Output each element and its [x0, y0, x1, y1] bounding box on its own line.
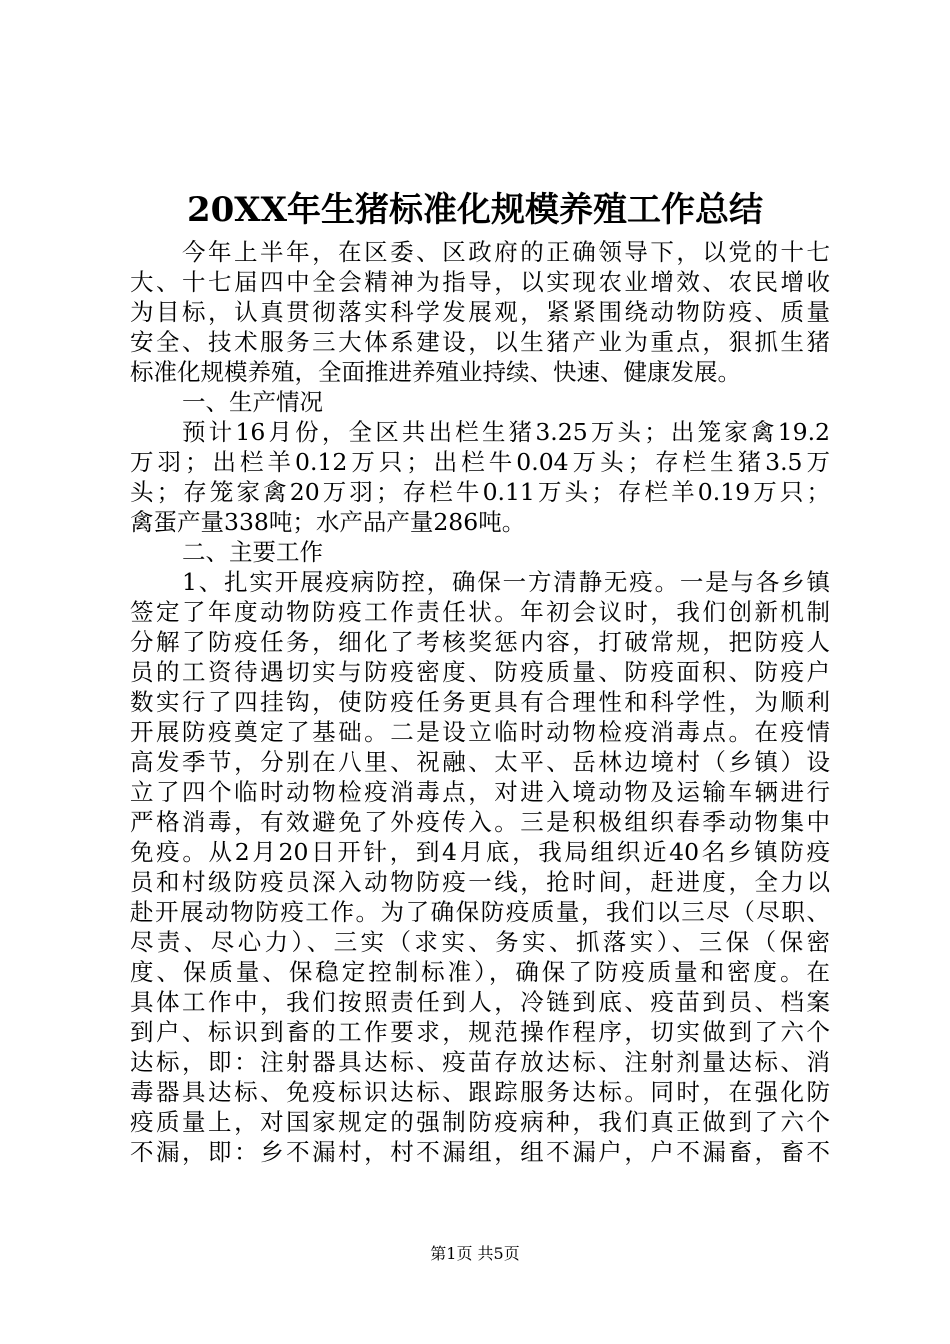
paragraph-line: 开展防疫奠定了基础。二是设立临时动物检疫消毒点。在疫情 [130, 718, 830, 746]
paragraph-line: 员的工资待遇切实与防疫密度、防疫质量、防疫面积、防疫户 [130, 658, 830, 686]
document-title: 20XX年生猪标准化规模养殖工作总结 [186, 190, 764, 230]
paragraph-line: 标准化规模养殖，全面推进养殖业持续、快速、健康发展。 [130, 358, 741, 386]
paragraph-line: 立了四个临时动物检疫消毒点，对进入境动物及运输车辆进行 [130, 778, 830, 806]
paragraph-line: 万羽；出栏羊0.12万只；出栏牛0.04万头；存栏生猪3.5万 [130, 448, 830, 476]
paragraph-line: 高发季节，分别在八里、祝融、太平、岳林边境村（乡镇）设 [130, 748, 830, 776]
paragraph-line: 大、十七届四中全会精神为指导，以实现农业增效、农民增收 [130, 268, 830, 296]
paragraph-line: 度、保质量、保稳定控制标准），确保了防疫质量和密度。在 [130, 958, 830, 986]
paragraph-line: 不漏，即：乡不漏村，村不漏组，组不漏户，户不漏畜，畜不 [130, 1138, 830, 1166]
paragraph-line: 预计16月份，全区共出栏生猪3.25万头；出笼家禽19.2 [182, 418, 830, 446]
paragraph-line: 严格消毒，有效避免了外疫传入。三是积极组织春季动物集中 [130, 808, 830, 836]
paragraph-line: 到户、标识到畜的工作要求，规范操作程序，切实做到了六个 [130, 1018, 830, 1046]
paragraph-line: 头；存笼家禽20万羽；存栏牛0.11万头；存栏羊0.19万只； [130, 478, 830, 506]
paragraph-line: 毒器具达标、免疫标识达标、跟踪服务达标。同时，在强化防 [130, 1078, 830, 1106]
paragraph-line: 具体工作中，我们按照责任到人，冷链到底、疫苗到员、档案 [130, 988, 830, 1016]
paragraph-line: 安全、技术服务三大体系建设，以生猪产业为重点，狠抓生猪 [130, 328, 830, 356]
paragraph-line: 为目标，认真贯彻落实科学发展观，紧紧围绕动物防疫、质量 [130, 298, 830, 326]
paragraph-line: 赴开展动物防疫工作。为了确保防疫质量，我们以三尽（尽职、 [130, 898, 830, 926]
page-number-footer: 第1页 共5页 [430, 1244, 520, 1263]
paragraph-line: 数实行了四挂钩，使防疫任务更具有合理性和科学性，为顺利 [130, 688, 830, 716]
paragraph-line: 分解了防疫任务，细化了考核奖惩内容，打破常规，把防疫人 [130, 628, 830, 656]
paragraph-line: 达标，即：注射器具达标、疫苗存放达标、注射剂量达标、消 [130, 1048, 830, 1076]
paragraph-line: 员和村级防疫员深入动物防疫一线，抢时间，赶进度，全力以 [130, 868, 830, 896]
paragraph-line: 尽责、尽心力）、三实（求实、务实、抓落实）、三保（保密 [130, 928, 830, 956]
section-heading: 二、主要工作 [182, 538, 323, 566]
paragraph-line: 免疫。从2月20日开针，到4月底，我局组织近40名乡镇防疫 [130, 838, 830, 866]
section-heading: 一、生产情况 [182, 388, 323, 416]
paragraph-line: 签定了年度动物防疫工作责任状。年初会议时，我们创新机制 [130, 598, 830, 626]
paragraph-line: 禽蛋产量338吨；水产品产量286吨。 [130, 508, 526, 536]
document-body [130, 237, 830, 1167]
paragraph-line: 疫质量上，对国家规定的强制防疫病种，我们真正做到了六个 [130, 1108, 830, 1136]
paragraph-line: 1、扎实开展疫病防控，确保一方清静无疫。一是与各乡镇 [182, 568, 830, 596]
paragraph-line: 今年上半年，在区委、区政府的正确领导下，以党的十七 [182, 238, 830, 266]
